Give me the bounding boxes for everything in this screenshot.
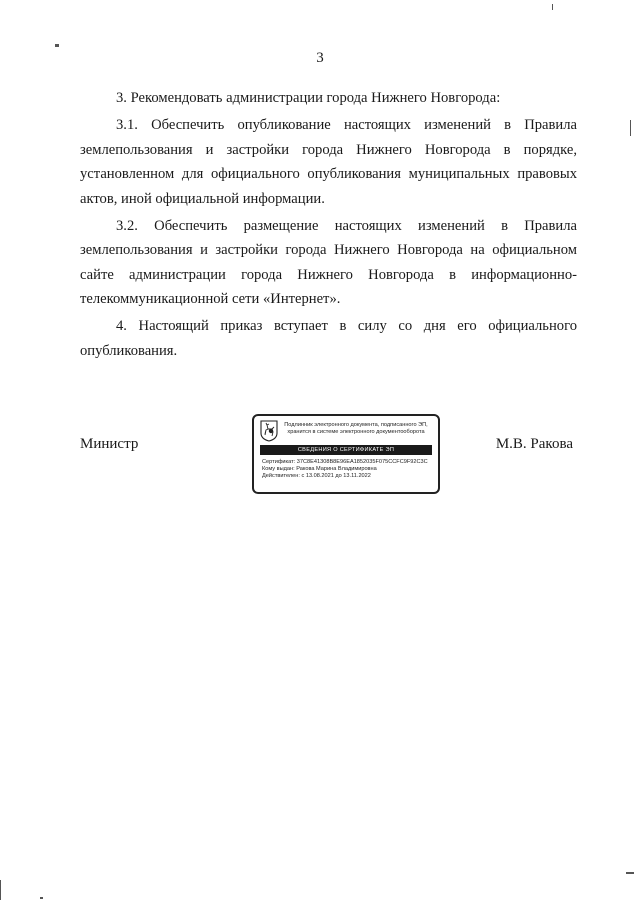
deer-emblem-icon [260,420,278,442]
paragraph-4: 4. Настоящий приказ вступает в силу со дня его официального опубликования. [80,318,577,359]
paragraph-3-1: 3.1. Обеспечить опубликование настоящих изменений в Правила землепользования и застройки города Нижнего Новгорода в порядке, установленном для официального опубликования муниципальных правовых актов, иной официальной информации. [80,117,577,207]
stamp-header-line: Подлинник электронного документа, подписанного ЭП, [284,422,428,428]
stamp-details [262,459,432,480]
scan-artifact [55,44,59,47]
paragraph-3: 3. Рекомендовать администрации города Нижнего Новгорода: [116,90,501,106]
signature-block [80,414,577,498]
signatory-title: Министр [80,436,139,452]
scan-artifact [630,120,631,136]
scan-artifact [626,872,634,874]
stamp-certificate-bar: СВЕДЕНИЯ О СЕРТИФИКАТЕ ЭП [260,445,432,455]
scan-artifact [552,4,553,10]
stamp-header-line: хранится в системе электронного документооборота [287,429,425,435]
document-body [80,86,577,366]
stamp-issued-to: Кому выдан: Ракова Марина Владимировна [262,466,377,472]
signatory-name: М.В. Ракова [495,436,573,452]
stamp-certificate-id: Сертификат: 37C8E41308B8E96EA1852035F075CCFC9F92C3C [262,459,428,465]
page-number: 3 [316,50,324,66]
scan-artifact [40,897,43,899]
stamp-validity: Действителен: с 13.08.2021 до 13.11.2022 [262,473,371,479]
stamp-header [280,422,432,436]
paragraph-3-2: 3.2. Обеспечить размещение настоящих изменений в Правила землепользования и застройки города Нижнего Новгорода на официальном сайте администрации города Нижнего Новгорода в информационно-телекоммуникационной сети «Интернет». [80,217,577,307]
electronic-signature-stamp [252,414,440,494]
scan-artifact [0,880,1,900]
